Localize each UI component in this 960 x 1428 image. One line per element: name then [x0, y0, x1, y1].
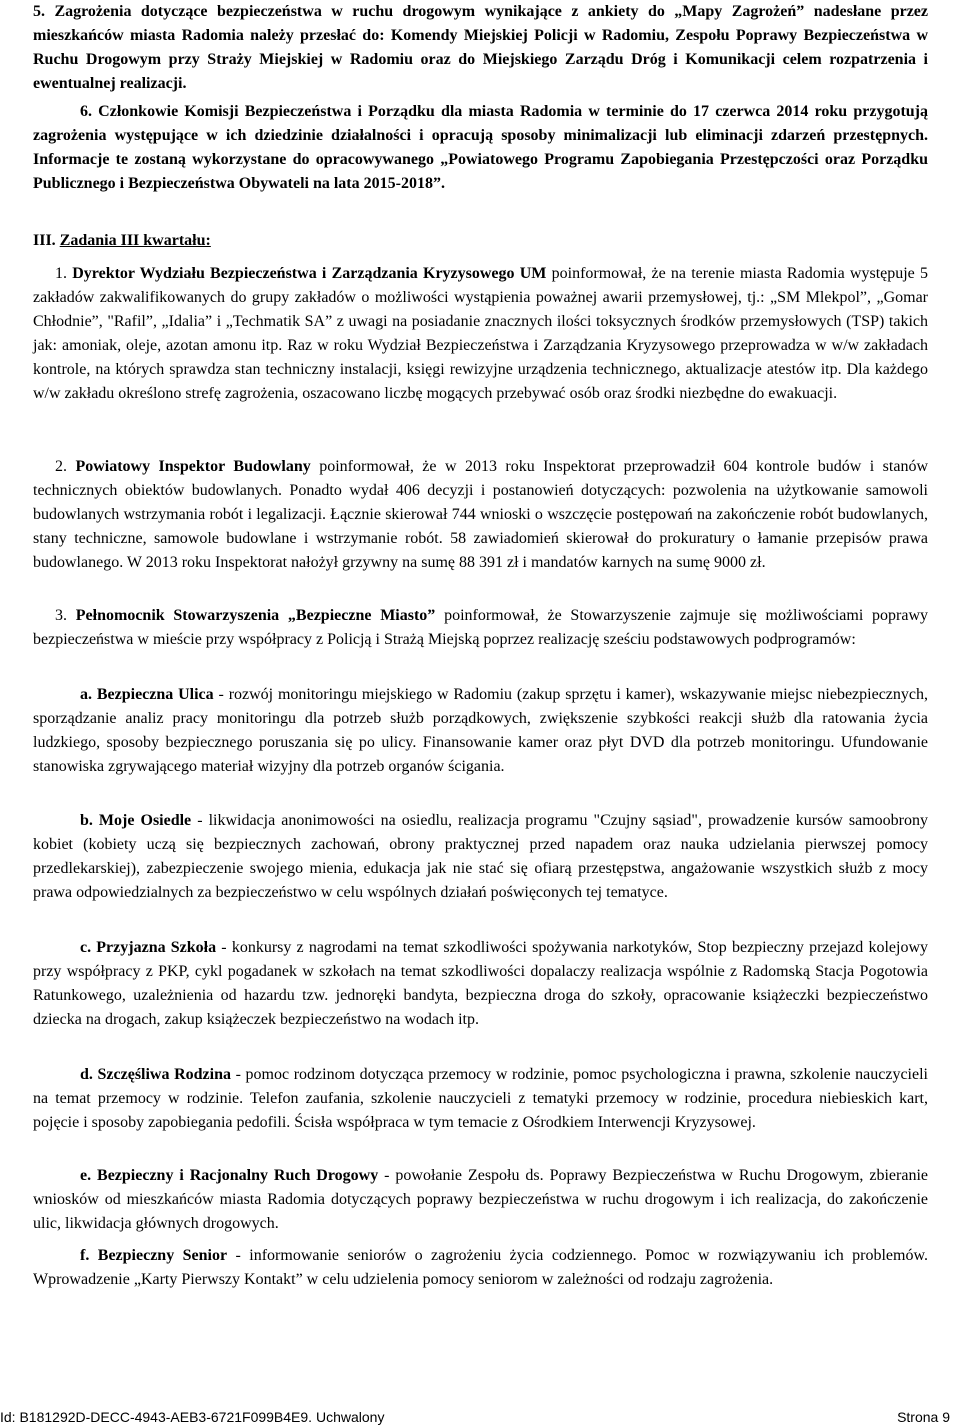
subprogram-title: f. Bezpieczny Senior [80, 1247, 228, 1264]
heading-roman-numeral: III. [33, 232, 60, 249]
item-3 [33, 604, 928, 652]
subprogram-text: - informowanie seniorów o zagrożeniu życia codziennego. Pomoc w rozwiązywaniu ich problemów. Wprowadzenie „Karty Pierwszy Kontakt” w celu udzielenia pomocy seniorom w zależności od rodzaju zagrożenia. [33, 1247, 928, 1288]
subprogram-text: - powołanie Zespołu ds. Poprawy Bezpieczeństwa w Ruchu Drogowym, zbieranie wniosków od mieszkańców miasta Radomia dotyczących poprawy bezpieczeństwa w ruchu drogowym i ich realizacja, do zakończenie ulic, likwidacja głównych drogowych. [33, 1167, 928, 1232]
subprogram-title: c. Przyjazna Szkoła [80, 939, 217, 956]
item-2 [33, 455, 928, 575]
subprogram-a [33, 683, 928, 779]
paragraph-6 [33, 100, 928, 196]
subprogram-e [33, 1164, 928, 1236]
item-number: 3. [55, 607, 76, 624]
item-number: 2. [55, 458, 76, 475]
heading-title: Zadania III kwartału: [59, 232, 211, 249]
subprogram-b [33, 809, 928, 905]
page-number: Strona 9 [897, 1409, 950, 1425]
subprogram-title: b. Moje Osiedle [80, 812, 192, 829]
item-text: poinformował, że na terenie miasta Radomia występuje 5 zakładów zakwalifikowanych do grupy zakładów o możliwości wystąpienia poważnej awarii przemysłowej, tj.: „SM Mlekpol”, „Gomar Chłodnie”, "Rafil”, „Idalia” i „Techmatik SA” z uwagi na posiadanie znacznych ilości toksycznych środków przemysłowych (TSP) takich jak: amoniak, oleje, azotan amonu itp. Raz w roku Wydział Bezpieczeństwa i Zarządzania Kryzysowego przeprowadza w w/w zakładach kontrole, na których sprawdza stan techniczny instalacji, księgi rewizyjne urządzenia technicznego, aktualizacje atestów itp. Dla każdego w/w zakładu określono strefę zagrożenia, oszacowano liczbę mogących przebywać osób oraz środki niezbędne do ewakuacji. [33, 265, 928, 402]
paragraph-number: 6. [80, 103, 99, 120]
subprogram-f [33, 1244, 928, 1292]
subprogram-text: - rozwój monitoringu miejskiego w Radomiu (zakup sprzętu i kamer), wskazywanie miejsc niebezpiecznych, sporządzanie analiz pracy monitoringu dla potrzeb służb porządkowych, zwiększenie szybkości reakcji służb dla ratowania życia ludzkiego, sposoby bezpiecznego poruszania się po ulicy. Finansowanie kamer oraz płyt DVD dla potrzeb monitoringu. Ufundowanie stanowiska zgrywającego materiał wizyjny dla potrzeb organów ścigania. [33, 686, 929, 775]
item-lead-bold: Dyrektor Wydziału Bezpieczeństwa i Zarządzania Kryzysowego UM [72, 265, 547, 282]
paragraph-text: Zagrożenia dotyczące bezpieczeństwa w ruchu drogowym wynikające z ankiety do „Mapy Zagrożeń” nadesłane przez mieszkańców miasta Radomia należy przesłać do: Komendy Miejskiej Policji w Radomiu, Zespołu Poprawy Bezpieczeństwa w Ruchu Drogowym przy Straży Miejskiej w Radomiu oraz do Miejskiego Zarządu Dróg i Komunikacji celem rozpatrzenia i ewentualnej realizacji. [33, 3, 929, 92]
item-text: poinformował, że Stowarzyszenie zajmuje się możliwościami poprawy bezpieczeństwa w mieście przy współpracy z Policją i Strażą Miejską poprzez realizację sześciu podstawowych podprogramów: [33, 607, 929, 648]
paragraph-text: Członkowie Komisji Bezpieczeństwa i Porządku dla miasta Radomia w terminie do 17 czerwca 2014 roku przygotują zagrożenia występujące w ich dziedzinie działalności i opracują sposoby minimalizacji lub eliminacji zdarzeń przestępnych. Informacje te zostaną wykorzystane do opracowywanego „Powiatowego Programu Zapobiegania Przestępczości oraz Porządku Publicznego i Bezpieczeństwa Obywateli na lata 2015-2018”. [33, 103, 929, 192]
subprogram-title: a. Bezpieczna Ulica [80, 686, 214, 703]
section-heading [33, 229, 211, 253]
item-lead-bold: Powiatowy Inspektor Budowlany [75, 458, 311, 475]
item-lead-bold: Pełnomocnik Stowarzyszenia „Bezpieczne Miasto” [75, 607, 436, 624]
page-footer [0, 1406, 960, 1428]
document-id: Id: B181292D-DECC-4943-AEB3-6721F099B4E9. Uchwalony [0, 1409, 385, 1425]
subprogram-d [33, 1063, 928, 1135]
subprogram-title: e. Bezpieczny i Racjonalny Ruch Drogowy [80, 1167, 379, 1184]
subprogram-c [33, 936, 928, 1032]
subprogram-text: - likwidacja anonimowości na osiedlu, realizacja programu "Czujny sąsiad", prowadzenie kursów samoobrony kobiet (kobiety uczą się bezpiecznych zachowań, obrony praktycznej przed napadem oraz nauka udzielania pierwszej pomocy przedlekarskiej), zabezpieczenie swojego mienia, edukacja jak nie stać się ofiarą przestępstwa, angażowanie wszystkich służb z mocy prawa odpowiedzialnych za bezpieczeństwo w celu wspólnych działań poświęconych tej tematyce. [33, 812, 929, 901]
subprogram-text: - konkursy z nagrodami na temat szkodliwości spożywania narkotyków, Stop bezpieczny przejazd kolejowy przy współpracy z PKP, cykl pogadanek w szkołach na temat szkodliwości dopalaczy realizacja wspólnie z Radomską Stacja Pogotowia Ratunkowego, uzależnienia od hazardu tzw. jednoręki bandyta, bezpieczna droga do szkoły, opracowanie książeczki bezpieczeństwo dziecka na drogach, zakup książeczek bezpieczeństwo na wodach itp. [33, 939, 929, 1028]
paragraph-number: 5. [33, 3, 55, 20]
subprogram-text: - pomoc rodzinom dotycząca przemocy w rodzinie, pomoc psychologiczna i prawna, szkolenie nauczycieli na temat przemocy w rodzinie. Telefon zaufania, szkolenie nauczycieli z tematyki przemocy w rodzinie, procedura niebieskich kart, pojęcie i sposoby zapobiegania pedofili. Ścisła współpraca w tym temacie z Ośrodkiem Interwencji Kryzysowej. [33, 1066, 928, 1131]
item-text: poinformował, że w 2013 roku Inspektorat przeprowadził 604 kontrole budów i stanów technicznych obiektów budowlanych. Ponadto wydał 406 decyzji i postanowień dotyczących: pozwolenia na użytkowanie samowoli budowlanych wstrzymania robót i legalizacji. Łącznie skierował 744 wnioski o wszczęcie postępowań na zakończenie robót budowlanych, stany techniczne, samowole budowlane i wstrzymanie robót. 58 zawiadomień skierował do prokuratury o łamanie przepisów prawa budowlanego. W 2013 roku Inspektorat nałożył grzywny na sumę 88 391 zł i mandatów karnych na sumę 9000 zł. [33, 458, 928, 571]
item-1 [33, 262, 928, 406]
subprogram-title: d. Szczęśliwa Rodzina [80, 1066, 231, 1083]
paragraph-5 [33, 0, 928, 96]
item-number: 1. [55, 265, 73, 282]
